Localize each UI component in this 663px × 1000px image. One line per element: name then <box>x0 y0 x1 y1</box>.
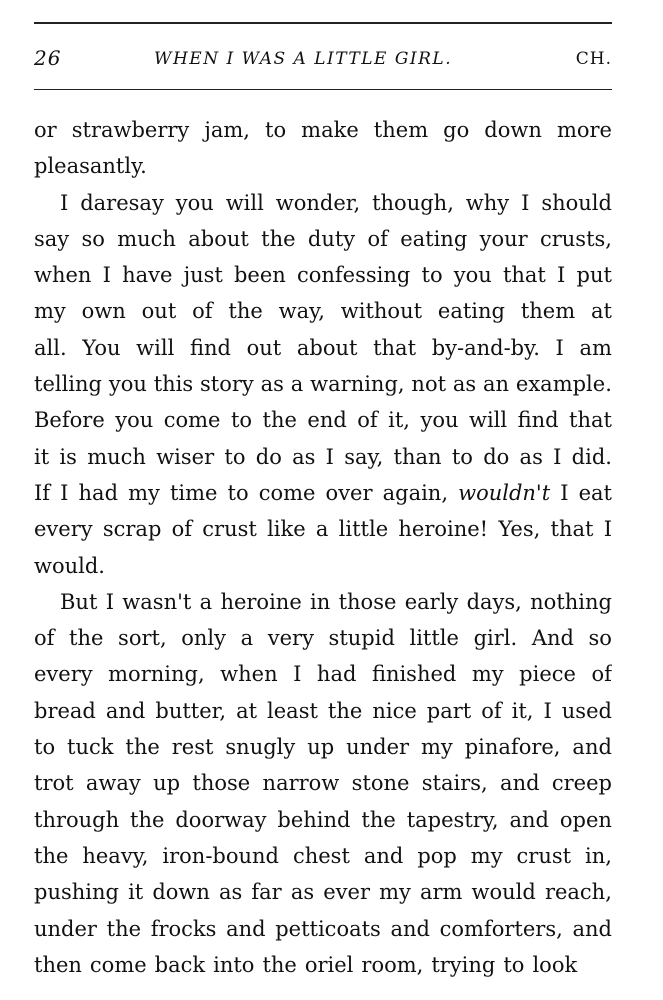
text-line: under the frocks and petticoats and comforters, and <box>34 916 612 941</box>
running-title: WHEN I WAS A LITTLE GIRL. <box>154 49 453 69</box>
text-line: my own out of the way, without eating them at <box>34 299 612 324</box>
running-head <box>34 46 612 76</box>
text-line: or strawberry jam, to make them go down more <box>34 118 612 142</box>
text-line: Before you come to the end of it, you will find that <box>34 408 612 433</box>
text-line: pushing it down as far as ever my arm would reach, <box>34 880 612 905</box>
text-line: the heavy, iron-bound chest and pop my crust in, <box>34 843 612 868</box>
text-line: bread and butter, at least the nice part of it, I used <box>34 698 612 723</box>
top-rule <box>34 22 612 24</box>
text-line: telling you this story as a warning, not as an example. <box>34 372 612 397</box>
text-line: of the sort, only a very stupid little girl. And so <box>34 626 612 651</box>
text-line: when I have just been confessing to you that I put <box>34 263 612 288</box>
text-line: every scrap of crust like a little heroine! Yes, that I <box>34 517 612 542</box>
text-line: it is much wiser to do as I say, than to do as I did. <box>34 444 612 469</box>
header-rule <box>34 89 612 90</box>
text-line: I daresay you will wonder, though, why I should <box>60 190 612 215</box>
body-text <box>34 112 612 983</box>
text-line: every morning, when I had finished my piece of <box>34 662 612 687</box>
text-line: would. <box>34 553 105 578</box>
chapter-abbreviation: CH. <box>575 49 612 69</box>
text-line: to tuck the rest snugly up under my pinafore, and <box>34 735 612 760</box>
text-line: pleasantly. <box>34 154 147 179</box>
text-line: If I had my time to come over again, wouldn't I eat <box>34 480 612 505</box>
text-line: then come back into the oriel room, trying to look <box>34 952 578 977</box>
text-line: all. You will find out about that by-and-by. I am <box>34 335 612 360</box>
text-line: through the doorway behind the tapestry, and open <box>34 807 612 832</box>
text-line: But I wasn't a heroine in those early days, nothing <box>60 589 612 614</box>
text-line: say so much about the duty of eating your crusts, <box>34 226 612 251</box>
page-number: 26 <box>34 46 62 70</box>
text-line: trot away up those narrow stone stairs, and creep <box>34 771 612 796</box>
